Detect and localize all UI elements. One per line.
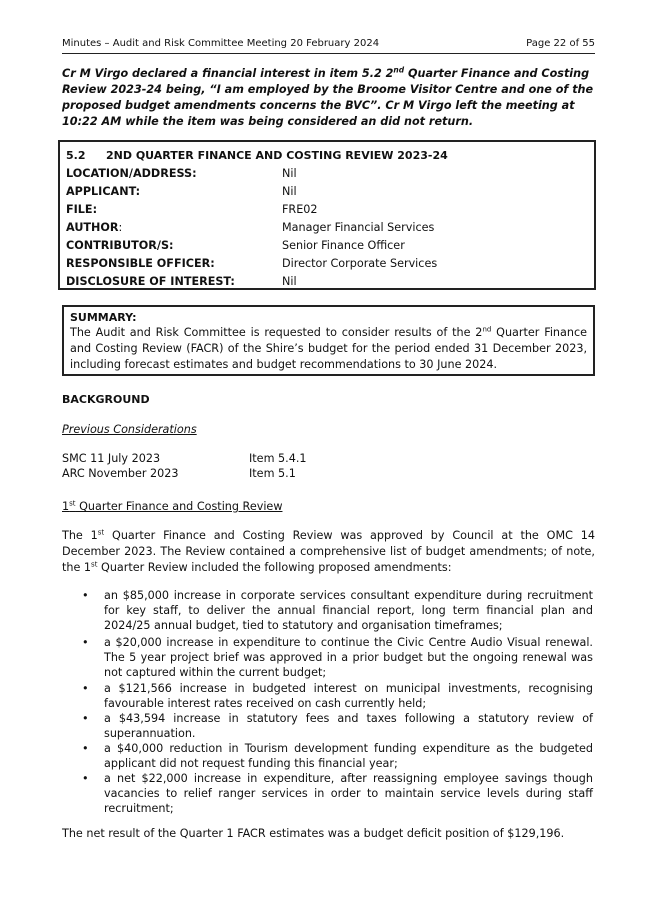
detail-value: Director Corporate Services (282, 257, 438, 270)
list-item-text: an $85,000 increase in corporate services consultant expenditure during recruitment for key staff, to deliver the annual financial report, long term financial plan and 2024/25 annual budget, tied to statutory and organisation timeframes; (104, 589, 593, 632)
declaration-text-1: Cr M Virgo declared a financial interest in item 5.2 2 (62, 67, 394, 80)
list-item-text: a $43,594 increase in statutory fees and taxes following a statutory review of superannuation. (104, 712, 593, 740)
bullet-icon: • (82, 742, 89, 755)
detail-row-location (66, 166, 590, 182)
detail-value: Nil (282, 275, 297, 288)
bullet-icon: • (82, 712, 89, 725)
summary-title: SUMMARY: (70, 311, 137, 324)
bullet-icon: • (82, 589, 89, 602)
previous-meeting: ARC November 2023 (62, 467, 179, 480)
previous-consideration-row (62, 467, 296, 480)
summary-box (62, 305, 595, 376)
detail-row-file (66, 202, 590, 218)
detail-label: RESPONSIBLE OFFICER: (66, 257, 215, 270)
bullet-icon: • (82, 636, 89, 649)
detail-label: CONTRIBUTOR/S: (66, 239, 174, 252)
net-result-paragraph: The net result of the Quarter 1 FACR estimates was a budget deficit position of $129,196. (62, 827, 565, 840)
bullet-icon: • (82, 682, 89, 695)
interest-declaration (62, 66, 595, 130)
list-item-text: a $40,000 reduction in Tourism development funding expenditure as the budgeted applicant did not request funding this financial year; (104, 742, 593, 770)
list-item-text: a net $22,000 increase in expenditure, after reassigning employee savings though vacancies to relief ranger services in order to maintain service levels during staff recruitment; (104, 772, 593, 815)
detail-value: Manager Financial Services (282, 221, 435, 234)
detail-label: FILE: (66, 203, 98, 216)
item-number: 5.2 (66, 149, 86, 162)
background-heading: BACKGROUND (62, 393, 150, 406)
previous-item: Item 5.4.1 (249, 452, 307, 465)
header-title: Minutes – Audit and Risk Committee Meeting 20 February 2024 (62, 38, 380, 49)
detail-value: FRE02 (282, 203, 318, 216)
item-title (66, 149, 448, 162)
detail-value: Nil (282, 167, 297, 180)
declaration-sup: nd (393, 65, 405, 75)
previous-meeting: SMC 11 July 2023 (62, 452, 161, 465)
detail-value: Nil (282, 185, 297, 198)
previous-item: Item 5.1 (249, 467, 296, 480)
q1-review-heading: 1st Quarter Finance and Costing Review (62, 499, 283, 513)
detail-row-responsible-officer (66, 256, 590, 272)
q1-review-paragraph: The 1st Quarter Finance and Costing Review was approved by Council at the OMC 14 December 2023. The Review contained a comprehensive list of budget amendments; of note, the 1st Quarter Review included the following proposed amendments: (62, 528, 596, 574)
detail-label: DISCLOSURE OF INTEREST: (66, 275, 235, 288)
detail-label: LOCATION/ADDRESS: (66, 167, 197, 180)
detail-label: APPLICANT: (66, 185, 141, 198)
page-header (62, 37, 595, 54)
detail-row-applicant (66, 184, 590, 200)
page-number: Page 22 of 55 (526, 38, 595, 49)
list-item-text: a $121,566 increase in budgeted interest on municipal investments, recognising favourable interest rates received on cash currently held; (104, 682, 593, 710)
bullet-icon: • (82, 772, 89, 785)
declaration-text-2: Quarter Finance and Costing Review 2023-24 being, “I am employed by the Broome Visitor Centre and one of the proposed budget amendments concerns the BVC”. Cr M Virgo left the meeting at 10:22 AM while the item was being considered an did not return. (62, 67, 594, 128)
detail-row-contributor (66, 238, 590, 254)
detail-row-disclosure (66, 274, 590, 290)
previous-considerations-heading: Previous Considerations (62, 423, 197, 436)
previous-consideration-row (62, 452, 307, 465)
detail-value: Senior Finance Officer (282, 239, 405, 252)
detail-label: AUTHOR: (66, 221, 123, 234)
item-title-text: 2ND QUARTER FINANCE AND COSTING REVIEW 2023-24 (106, 149, 448, 162)
list-item-text: a $20,000 increase in expenditure to continue the Civic Centre Audio Visual renewal. The 5 year project brief was approved in a prior budget but the ongoing renewal was not captured within the current budget; (104, 636, 593, 679)
detail-row-author (66, 220, 590, 236)
item-details-box (58, 140, 596, 290)
summary-text: The Audit and Risk Committee is requested to consider results of the 2nd Quarter Finance and Costing Review (FACR) of the Shire’s budget for the period ended 31 December 2023, including forecast estimates and budget recommendations to 30 June 2024. (70, 325, 588, 371)
